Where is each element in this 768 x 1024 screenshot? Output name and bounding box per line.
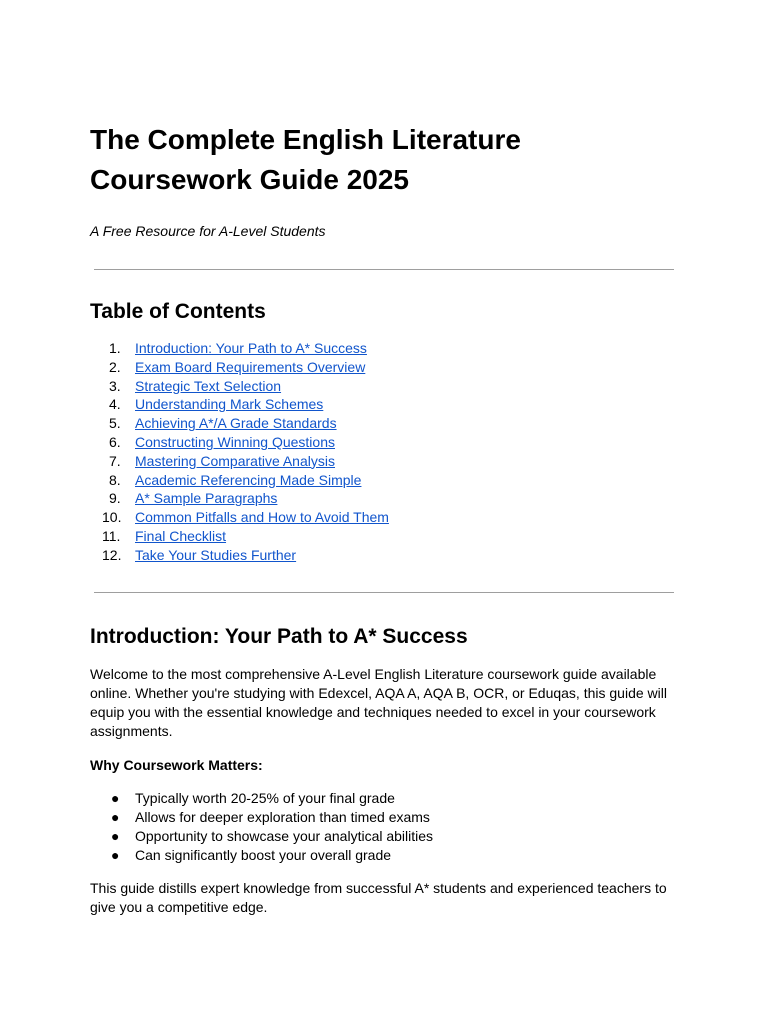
list-item bbox=[90, 846, 678, 865]
toc-item bbox=[90, 527, 678, 546]
toc-item-number: 8. bbox=[109, 471, 121, 488]
toc-item-number: 4. bbox=[109, 396, 121, 413]
toc-link-text-selection[interactable]: Strategic Text Selection bbox=[135, 377, 282, 394]
toc-item bbox=[90, 433, 678, 452]
toc-item-number: 1. bbox=[109, 340, 121, 356]
toc-item bbox=[90, 546, 678, 565]
list-item bbox=[90, 808, 678, 827]
divider-middle bbox=[94, 592, 674, 593]
toc-item-number: 3. bbox=[109, 377, 121, 394]
toc-link-grade-standards[interactable]: Achieving A*/A Grade Standards bbox=[135, 415, 337, 432]
toc-item bbox=[90, 452, 678, 471]
list-item-text: Can significantly boost your overall grade bbox=[135, 846, 392, 863]
table-of-contents bbox=[90, 339, 678, 565]
list-item-text: Allows for deeper exploration than timed exams bbox=[135, 808, 430, 825]
toc-item bbox=[90, 414, 678, 433]
bullet-icon: ● bbox=[111, 808, 120, 825]
toc-link-comparative-analysis[interactable]: Mastering Comparative Analysis bbox=[135, 452, 335, 469]
toc-item-number: 11. bbox=[102, 527, 121, 544]
divider-top bbox=[94, 269, 674, 270]
toc-item-number: 7. bbox=[109, 452, 121, 469]
list-item-text: Typically worth 20-25% of your final grade bbox=[135, 789, 395, 806]
toc-link-academic-referencing[interactable]: Academic Referencing Made Simple bbox=[135, 471, 362, 488]
intro-paragraph: Welcome to the most comprehensive A-Level English Literature coursework guide available online. Whether you're studying with Edexcel, AQA A, AQA B, OCR, or Eduqas, this guide will equip you with the essential knowledge and techniques needed to excel in your coursework assignments. bbox=[90, 665, 667, 739]
list-item bbox=[90, 789, 678, 808]
toc-item-number: 12. bbox=[102, 546, 122, 563]
toc-item bbox=[90, 377, 678, 396]
why-coursework-heading: Why Coursework Matters: bbox=[90, 756, 263, 773]
toc-link-final-checklist[interactable]: Final Checklist bbox=[135, 527, 227, 544]
toc-item bbox=[90, 489, 678, 508]
toc-link-winning-questions[interactable]: Constructing Winning Questions bbox=[135, 433, 335, 450]
bullet-icon: ● bbox=[111, 789, 120, 806]
toc-item bbox=[90, 358, 678, 377]
bullet-icon: ● bbox=[111, 846, 120, 863]
list-item-text: Opportunity to showcase your analytical abilities bbox=[135, 827, 434, 844]
toc-item-number: 5. bbox=[109, 415, 121, 432]
toc-link-introduction[interactable]: Introduction: Your Path to A* Success bbox=[135, 340, 367, 356]
why-coursework-list bbox=[90, 789, 678, 865]
toc-link-mark-schemes[interactable]: Understanding Mark Schemes bbox=[135, 396, 324, 413]
toc-link-common-pitfalls[interactable]: Common Pitfalls and How to Avoid Them bbox=[135, 509, 389, 526]
closing-paragraph: This guide distills expert knowledge from successful A* students and experienced teachers to give you a competitive edge. bbox=[90, 879, 667, 915]
toc-item bbox=[90, 508, 678, 527]
toc-item-number: 6. bbox=[109, 433, 121, 450]
toc-item-number: 2. bbox=[109, 358, 121, 375]
toc-link-studies-further[interactable]: Take Your Studies Further bbox=[135, 546, 297, 563]
toc-item bbox=[90, 471, 678, 490]
toc-link-exam-board-requirements[interactable]: Exam Board Requirements Overview bbox=[135, 358, 366, 375]
toc-item bbox=[90, 339, 678, 358]
document-subtitle: A Free Resource for A-Level Students bbox=[90, 223, 326, 239]
bullet-icon: ● bbox=[111, 827, 120, 844]
toc-item bbox=[90, 395, 678, 414]
list-item bbox=[90, 827, 678, 846]
toc-item-number: 10. bbox=[102, 509, 122, 526]
document-title: The Complete English Literature Coursework Guide 2025 bbox=[90, 124, 521, 195]
toc-heading: Table of Contents bbox=[90, 300, 266, 323]
toc-item-number: 9. bbox=[109, 490, 121, 507]
intro-heading: Introduction: Your Path to A* Success bbox=[90, 624, 468, 648]
toc-link-sample-paragraphs[interactable]: A* Sample Paragraphs bbox=[135, 490, 278, 507]
